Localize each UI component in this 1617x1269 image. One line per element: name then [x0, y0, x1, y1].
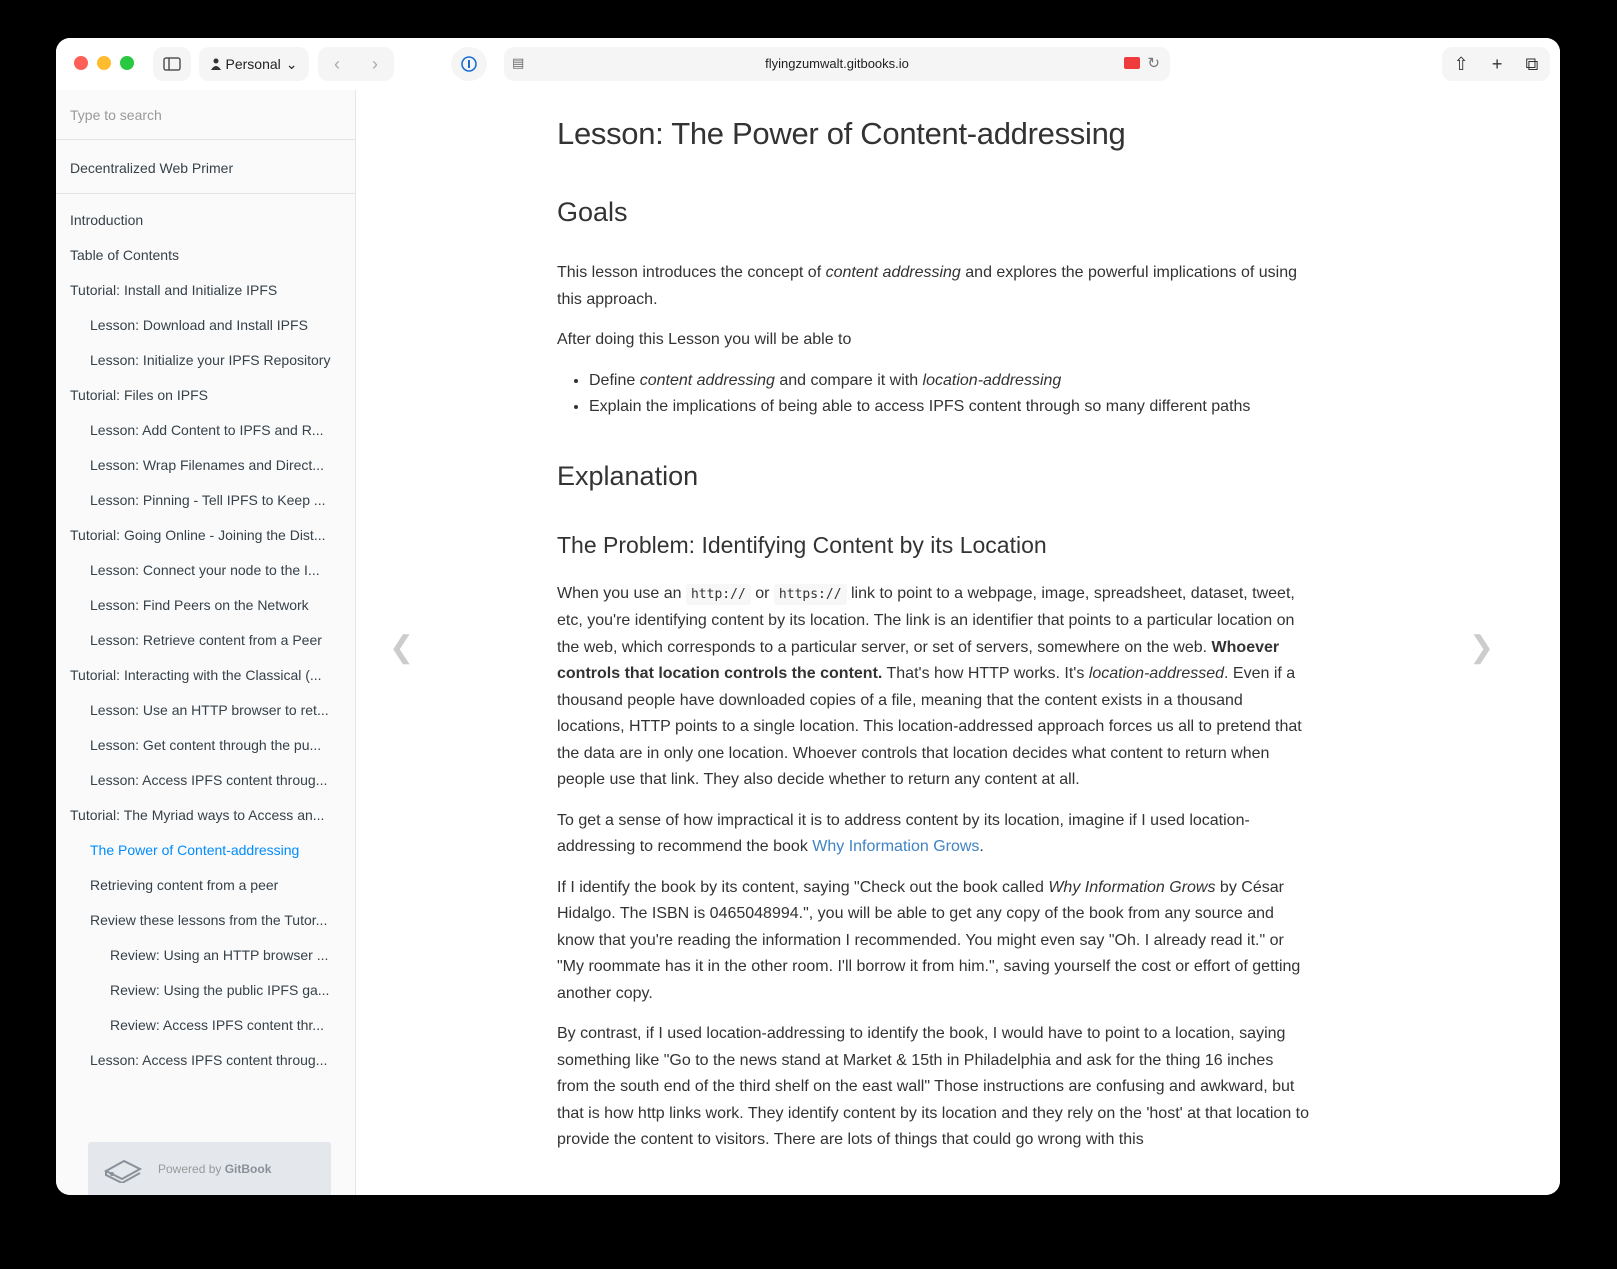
minimize-window-button[interactable]: [97, 56, 111, 70]
browser-window: [56, 38, 1560, 1195]
list-item: • Explain the implications of being able to access IPFS content through so many different paths: [589, 394, 1309, 421]
sidebar-item[interactable]: Review these lessons from the Tutor...: [90, 912, 328, 928]
book-sidebar: [56, 90, 356, 1195]
paragraph-impractical: To get a sense of how impractical it is to address content by its location, imagine if I used location-addressing to recommend the book Why Information Grows.: [557, 811, 1250, 855]
sidebar-item[interactable]: Lesson: Wrap Filenames and Direct...: [90, 457, 324, 473]
sidebar-item[interactable]: Review: Using an HTTP browser ...: [110, 947, 329, 963]
tab-overview-icon[interactable]: ⧉: [1525, 53, 1539, 74]
book-title[interactable]: Decentralized Web Primer: [56, 140, 355, 194]
sidebar-toggle-button[interactable]: [153, 47, 191, 81]
book-link[interactable]: Why Information Grows: [812, 838, 980, 855]
paragraph-location: When you use an http:// or https:// link to point to a webpage, image, spreadsheet, dataset, tweet, etc, you're identifying content by its location. The link is an identifier that points to a particular location on the web, which corresponds to a particular server, or set of servers, somewhere on the web. Whoever controls that location controls the content. That's how HTTP works. It's location-addressed. Even if a thousand people have downloaded copies of a file, meaning that the content exists in a thousand locations, HTTP points to a single location. This location-addressed approach forces us all to pretend that the data are in only one location. Whoever controls that location decides what content to return when people use that link. They also decide whether to return any content at all.: [557, 584, 1302, 788]
sidebar-item[interactable]: Tutorial: Going Online - Joining the Dist...: [70, 527, 326, 543]
sidebar-item[interactable]: Lesson: Pinning - Tell IPFS to Keep ...: [90, 492, 326, 508]
share-icon[interactable]: ⇧: [1453, 53, 1469, 74]
sidebar-item[interactable]: Review: Access IPFS content thr...: [110, 1017, 324, 1033]
gitbook-logo-icon: [102, 1155, 142, 1183]
sidebar-item[interactable]: Lesson: Access IPFS content throug...: [90, 1052, 328, 1068]
paragraph-contrast: By contrast, if I used location-addressing to identify the book, I would have to point to a location, saying something like "Go to the news stand at Market & 15th in Philadelphia and ask for the thing 16 inches from the south end of the third shelf on the east wall" Those instructions are confusing and awkward, but that is how http links work. They identify content by its location and they rely on the 'host' at that location to provide the content to visitors. There are lots of things that could go wrong with this: [557, 1025, 1310, 1148]
sidebar-item[interactable]: Tutorial: Install and Initialize IPFS: [70, 282, 278, 298]
history-nav: [318, 47, 394, 81]
code-http: http://: [686, 584, 751, 605]
search-box: [56, 90, 355, 140]
sidebar-item[interactable]: Lesson: Access IPFS content throug...: [90, 772, 328, 788]
reload-icon[interactable]: ↻: [1147, 55, 1160, 72]
explanation-heading: Explanation: [557, 460, 699, 491]
goals-heading: Goals: [557, 197, 628, 227]
sidebar-icon: [163, 57, 181, 71]
code-https: https://: [774, 584, 847, 605]
sidebar-item[interactable]: Review: Using the public IPFS ga...: [110, 982, 330, 998]
address-bar[interactable]: [504, 47, 1170, 81]
back-button[interactable]: ‹: [334, 53, 340, 74]
profile-label: Personal: [225, 56, 281, 72]
sidebar-item[interactable]: Tutorial: The Myriad ways to Access an...: [70, 807, 325, 823]
password-manager-icon: [461, 56, 477, 72]
chevron-down-icon: ⌄: [285, 55, 298, 72]
after-text: After doing this Lesson you will be able to: [557, 331, 852, 348]
sidebar-item[interactable]: Tutorial: Interacting with the Classical (...: [70, 667, 322, 683]
forward-button[interactable]: ›: [372, 53, 378, 74]
powered-by-text: Powered by GitBook: [158, 1162, 272, 1176]
next-page-icon[interactable]: ❯: [1469, 631, 1495, 664]
problem-heading: The Problem: Identifying Content by its Location: [557, 531, 1047, 558]
browser-toolbar: [56, 38, 1560, 90]
person-icon: [211, 58, 221, 70]
toolbar-actions: [1442, 47, 1550, 81]
sidebar-item[interactable]: Table of Contents: [70, 247, 179, 263]
page-menu-icon[interactable]: ▤: [512, 55, 525, 70]
previous-page-icon[interactable]: ❮: [389, 631, 415, 664]
new-tab-icon[interactable]: +: [1491, 53, 1503, 74]
sidebar-item[interactable]: Lesson: Retrieve content from a Peer: [90, 632, 322, 648]
profile-button[interactable]: [199, 47, 309, 81]
search-input[interactable]: [56, 90, 355, 140]
list-item: • Define content addressing and compare it with location-addressing: [589, 368, 1309, 395]
sidebar-item[interactable]: Retrieving content from a peer: [90, 877, 279, 893]
sidebar-item[interactable]: Lesson: Use an HTTP browser to ret...: [90, 702, 329, 718]
page-content: [357, 90, 1560, 1195]
sidebar-item[interactable]: Lesson: Get content through the pu...: [90, 737, 322, 753]
powered-by-gitbook[interactable]: [88, 1142, 331, 1195]
paragraph-content-id: If I identify the book by its content, saying "Check out the book called Why Information Grows by César Hidalgo. The ISBN is 0465048994.", you will be able to get any copy of the book from any source and know that you're reading the information I recommended. You might even say "Oh. I already read it." or "My roommate has it in the other room. I'll borrow it from him.", saving yourself the cost or effort of getting another copy.: [557, 878, 1301, 1002]
goals-intro: This lesson introduces the concept of content addressing and explores the powerful implications of using this approach.: [557, 264, 1298, 308]
table-of-contents: [56, 194, 355, 1078]
goals-list: [589, 368, 1309, 421]
camera-recording-icon[interactable]: [1124, 57, 1140, 69]
close-window-button[interactable]: [74, 56, 88, 70]
sidebar-item[interactable]: Introduction: [70, 212, 144, 228]
password-manager-button[interactable]: [451, 47, 487, 81]
page-title: Lesson: The Power of Content-addressing: [557, 116, 1126, 151]
sidebar-item[interactable]: Lesson: Find Peers on the Network: [90, 597, 309, 613]
article: [557, 90, 1309, 1168]
sidebar-item[interactable]: Lesson: Download and Install IPFS: [90, 317, 308, 333]
url-text[interactable]: flyingzumwalt.gitbooks.io: [765, 56, 909, 71]
sidebar-item[interactable]: The Power of Content-addressing: [90, 842, 300, 858]
sidebar-item[interactable]: Lesson: Connect your node to the I...: [90, 562, 320, 578]
sidebar-item[interactable]: Tutorial: Files on IPFS: [70, 387, 208, 403]
sidebar-item[interactable]: Lesson: Initialize your IPFS Repository: [90, 352, 331, 368]
sidebar-item[interactable]: Lesson: Add Content to IPFS and R...: [90, 422, 324, 438]
zoom-window-button[interactable]: [120, 56, 134, 70]
